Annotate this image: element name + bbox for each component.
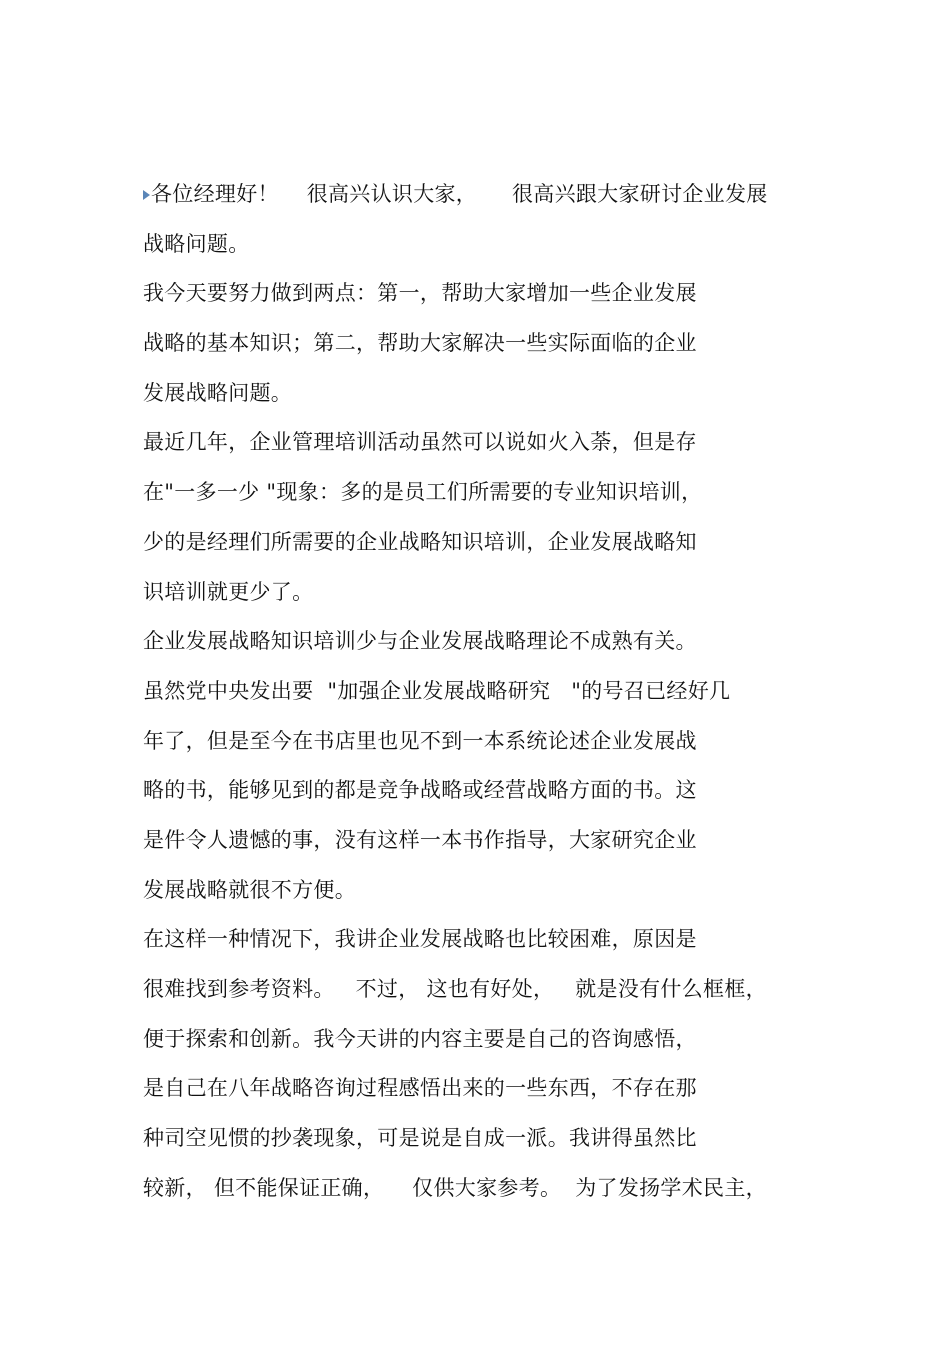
- text-line-10: 企业发展战略知识培训少与企业发展战略理论不成熟有关。: [143, 629, 697, 654]
- text-line-13: 略的书，能够见到的都是竞争战略或经营战略方面的书。这: [143, 778, 697, 803]
- line-text: 各位经理好！ 很高兴认识大家， 很高兴跟大家研讨企业发展: [151, 182, 768, 206]
- text-line-12: 年了，但是至今在书店里也见不到一本系统论述企业发展战: [143, 728, 697, 753]
- text-line-1: [143, 171, 803, 221]
- document-body: [143, 171, 803, 1214]
- text-line-19: 是自己在八年战略咨询过程感悟出来的一些东西，不存在那: [143, 1076, 697, 1101]
- text-line-5: 发展战略问题。: [143, 380, 293, 405]
- text-line-21: 较新， 但不能保证正确， 仅供大家参考。 为了发扬学术民主，: [143, 1175, 767, 1200]
- text-line-14: 是件令人遗憾的事，没有这样一本书作指导，大家研究企业: [143, 827, 697, 852]
- bullet-icon: [143, 190, 150, 200]
- text-line-2: 战略问题。: [143, 231, 250, 256]
- text-line-17: 很难找到参考资料。 不过， 这也有好处， 就是没有什么框框，: [143, 977, 767, 1001]
- text-line-9: 识培训就更少了。: [143, 579, 314, 604]
- text-line-16: 在这样一种情况下，我讲企业发展战略也比较困难，原因是: [143, 927, 697, 952]
- text-line-15: 发展战略就很不方便。: [143, 877, 356, 902]
- text-line-3: 我今天要努力做到两点：第一，帮助大家增加一些企业发展: [143, 281, 697, 306]
- text-line-7: 在"一多一少 "现象：多的是员工们所需要的专业知识培训，: [143, 480, 703, 505]
- text-line-11: 虽然党中央发出要 "加强企业发展战略研究 "的号召已经好几: [143, 678, 731, 703]
- text-line-20: 种司空见惯的抄袭现象，可是说是自成一派。我讲得虽然比: [143, 1126, 697, 1151]
- text-line-6: 最近几年，企业管理培训活动虽然可以说如火入荼，但是存: [143, 430, 697, 455]
- text-line-4: 战略的基本知识；第二，帮助大家解决一些实际面临的企业: [143, 331, 697, 356]
- text-line-8: 少的是经理们所需要的企业战略知识培训，企业发展战略知: [143, 529, 697, 554]
- text-line-18: 便于探索和创新。我今天讲的内容主要是自己的咨询感悟，: [143, 1026, 697, 1051]
